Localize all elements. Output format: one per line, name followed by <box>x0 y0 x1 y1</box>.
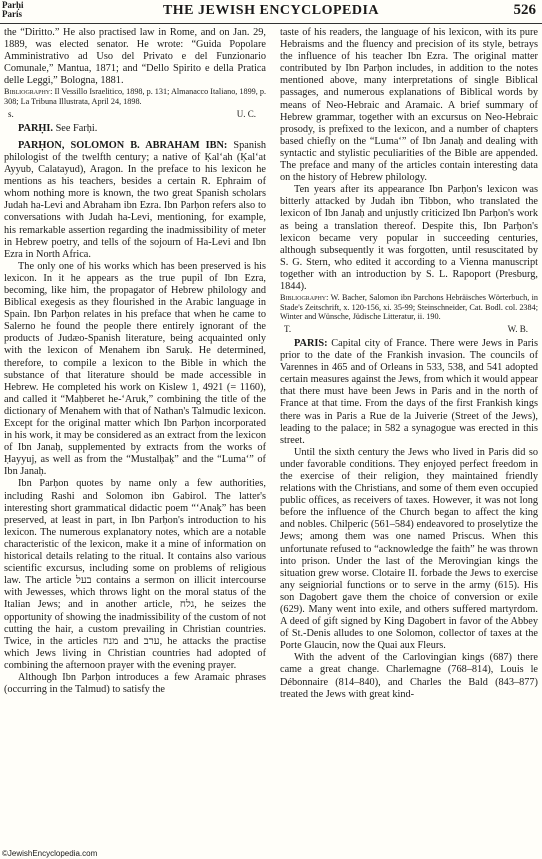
copyright-footer: ©JewishEncyclopedia.com <box>2 849 98 858</box>
entry-paris-p1: Capital city of France. There were Jews in Paris prior to the date of the Frankish invasion. The councils of Varennes in 465 and of Orleans in 533, 538, and 541 adopted certain measures against the Jews, from which it would appear that there must have been Jews in Paris and in the north of France at that time. From the days of the first Frankish kings there was in Paris a Rue de la Juiverie (Street of the Jews), leading to the palace; in 582 a synagogue was erected in this street. <box>280 337 538 446</box>
parhon-p-tibbon: Ten years after its appearance Ibn Parḥon's lexicon was bitterly attacked by Judah ibn Tibbon, who translated the lexicon of Ibn Janaḥ and unjustly criticized Ibn Parḥon's work as being a translation thereof. Despite this, Ibn Parḥon's lexicon became very popular in succeeding centuries, although subsequently it was forgotten, until resuscitated by S. G. Stern, who edited it according to a Vienna manuscript together with an introduction by S. L. Rapoport (Presburg, 1844). <box>280 184 538 292</box>
signature-1 <box>4 108 266 120</box>
signature-2 <box>280 323 538 335</box>
header-rule <box>0 23 542 24</box>
diritto-continuation: the “Diritto.” He also practised law in Rome, and on Jan. 29, 1889, was elected senator. He wrote: “Guida Popolare Amministrativo ad Uso del Privato e del Funzionario Comunale,” Mantua, 1871; and “Dello Spirito e della Pratica delle Leggi,” Bologna, 1881. <box>4 27 266 87</box>
bibliography-1 <box>4 87 266 106</box>
signature-1-author: U. C. <box>236 108 256 119</box>
entry-parhon-p3: Ibn Parḥon quotes by name only a few authorities, including Rashi and Solomon ibn Gabirol. The latter's interesting short grammatical didactic poem “‘Anaḳ” has been preserved, at least in part, in Ibn Parḥon's introduction to his lexicon. The numerous explanatory notes, which are a notable characteristic of the lexicon, make it a mine of information on historical details relating to the ritual. It contains also various scientific excursus, including some on problems of religious law. The article בעל contains a sermon on illicit intercourse with Jewesses, which throws light on the moral status of the Italian Jews; and in another article, גלח, he seizes the opportunity of showing the inadmissibility of the custom of not cutting the hair, a custom prevailing in Christian countries. Twice, in the articles מנח and ערב, he attacks the practise which Jews living in Christian countries had adopted of combining the afternoon prayer with the evening prayer. <box>4 478 267 671</box>
signature-2-code: T. <box>284 323 292 334</box>
entry-paris-head: PARIS: <box>294 337 328 349</box>
left-column <box>4 27 266 696</box>
entry-parhon-p1: Spanish philologist of the twelfth century; a native of Ḳal‘ah (Ḳal‘at Ayyub, Calatayud), Aragon. In the preface to his lexicon he mentions as his teachers, besides a certain R. Ephraim of whom nothing more is known, the two great Spanish scholars Judah ha-Levi and Abraham ibn Ezra. Ibn Parḥon refers also to conversations with Judah ha-Levi, mentioning, for example, his remarkable assertion regarding the inadmissibility of meter in Hebrew poetry, and tells of the sojourn of Ha-Levi and Ibn Ezra in North Africa. <box>4 139 266 260</box>
parhon-continuation: taste of his readers, the language of his lexicon, with its pure Hebraisms and the fluency and precision of its style, betrays the influence of his teacher Ibn Ezra. The original matter contributed by Ibn Parḥon includes, in addition to the notes mentioned above, many interpretations of single Biblical passages, and numerous explanations of Biblical words by means of Neo-Hebraic and Aramaic. A brief summary of Hebrew grammar, together with an excursus on Neo-Hebraic prosody, is prefixed to the lexicon, and a number of chapters based chiefly on the “Luma‘” of Ibn Janaḥ and dealing with syntactic and stylistic peculiarities of the Bible are appended. The preface and many of the articles contain interesting data on the history of Hebrew philology. <box>280 27 538 184</box>
bibliography-2-text: W. Bacher, Salomon ibn Parchons Hebräisches Wörterbuch, in Stade's Zeitschrift, x. 120-156, xi. 35-99; Steinschneider, Cat. Bodl. col. 2384; Winter and Wünsche, Jüdische Litteratur, ii. 190. <box>280 293 538 322</box>
entry-parhon-head: PARḤON, SOLOMON B. ABRAHAM IBN: <box>18 139 228 151</box>
signature-1-code: s. <box>8 108 14 119</box>
bibliography-2 <box>280 293 538 322</box>
entry-parhon-p2: The only one of his works which has been preserved is his lexicon. In it he appears as the true pupil of Ibn Ezra, becoming, like him, the propagator of Hebrew philology and Biblical exegesis as they flourished in the Arabic language in Spain. Ibn Parḥon relates in his preface that when he came to Salerno he found the people there entirely ignorant of the products of Judæo-Spanish literature, being acquainted only with the lexicon of Menahem ibn Saruḳ. He determined, therefore, to compile a lexicon to the Bible in which the substance of that literature should be made accessible in Hebrew. He completed his work on Kislew 1, 4921 (= 1160), and called it “Maḥberet he-‘Aruk,” combining the title of the dictionary of Menahem with that of Nathan's Talmudic lexicon. Except for the original matter which Ibn Parḥon incorporated in his work, it may be considered as an extract from the lexicon of Ibn Janaḥ, supplemented by extracts from the works of Ḥayyuj, as well as from the “Mustalḥaḳ” and the “Luma‘” of Ibn Janaḥ. <box>4 260 266 478</box>
entry-paris-p3: With the advent of the Carlovingian kings (687) there came a great change. Charlemagne (768–814), Louis le Débonnaire (814–840), and Charles the Bald (843–877) treated the Jews with great kind- <box>280 652 538 700</box>
page-number: 526 <box>513 2 536 18</box>
entry-parhi-head: PARḤI. <box>18 122 53 134</box>
signature-2-author: W. B. <box>507 323 528 334</box>
right-column <box>280 27 538 701</box>
section-guide-first: Parḥi <box>2 0 24 10</box>
entry-parhi-text: See Farḥi. <box>53 122 98 134</box>
entry-parhon-p4: Although Ibn Parḥon introduces a few Aramaic phrases (occurring in the Talmud) to satisfy the <box>4 671 266 696</box>
entry-parhi <box>4 123 266 135</box>
entry-parhon <box>4 140 266 261</box>
entry-paris <box>280 338 538 447</box>
bibliography-1-label: Bibliography: <box>4 87 53 97</box>
bibliography-1-text: Il Vessillo Israelitico, 1898, p. 131; Almanacco Italiano, 1899, p. 308; La Tribuna Illustrata, April 24, 1898. <box>4 87 266 107</box>
page-title: THE JEWISH ENCYCLOPEDIA <box>162 3 380 18</box>
section-guide-last: Paris <box>2 9 22 19</box>
bibliography-2-label: Bibliography: <box>280 293 329 303</box>
entry-paris-p2: Until the sixth century the Jews who lived in Paris did so under favorable conditions. They enjoyed perfect freedom in the exercise of their religion, they maintained friendly relations with the Christians, and some of them even occupied public offices, as receivers of taxes. However, it was not long before the influence of the Church began to affect the king and nobles. Chilperic (561–584) endeavored to proselytize the Jews; among them was one named Priscus. When this unfortunate refused to “acknowledge the faith” he was thrown into prison. Under the last of the Merovingian kings the situation grew worse. Clotaire II. forbade the Jews to exercise any seigniorial functions or to serve in the army (615). His son Dagobert gave them the choice of conversion or exile (629). Many went into exile, and others suffered martyrdom. A deed of gift signed by King Dagobert in favor of the Abbey of St.-Denis alludes to one Solomon, collector of taxes at the Porte Glaucin, now the Quai aux Fleurs. <box>280 446 538 652</box>
